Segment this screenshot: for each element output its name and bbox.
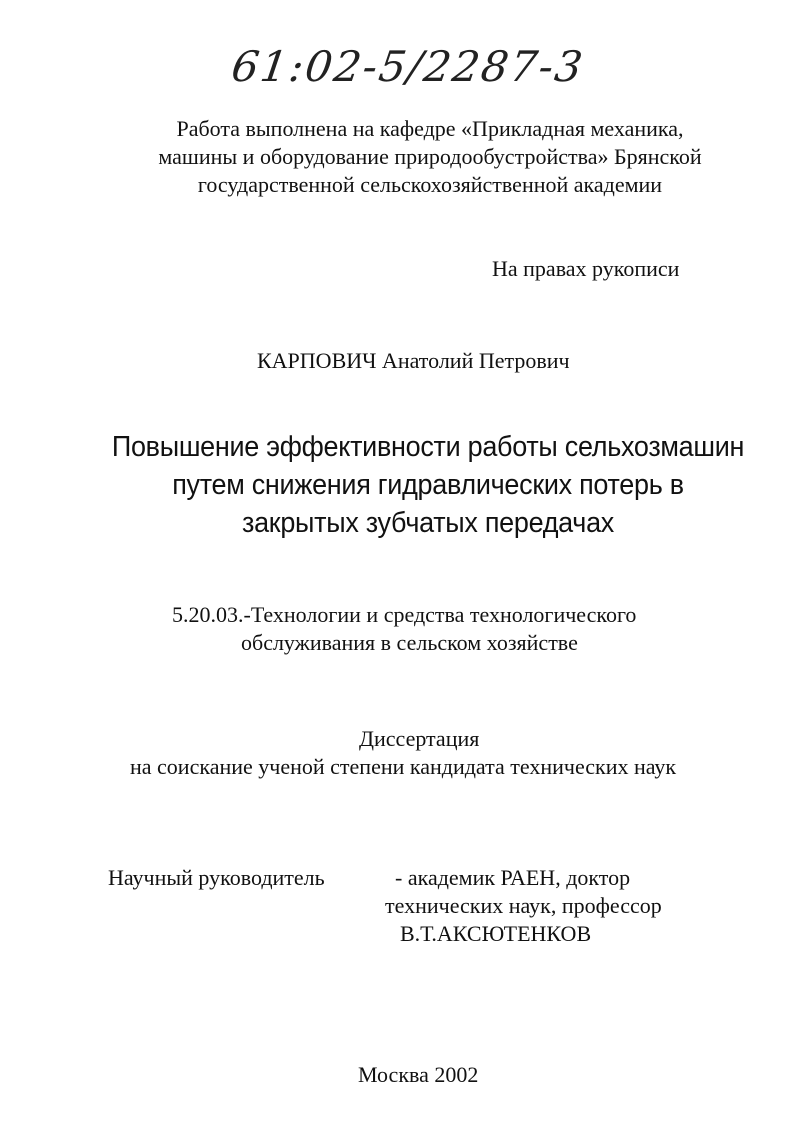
place-year: Москва 2002	[358, 1062, 479, 1087]
specialty-line: 5.20.03.-Технологии и средства технологического	[172, 602, 637, 627]
degree-line: Диссертация	[359, 726, 480, 751]
handwritten-code: 61:02-5/2287-3	[228, 42, 588, 91]
supervisor-name: В.Т.АКСЮТЕНКОВ	[400, 921, 592, 946]
institution-line: государственной сельскохозяйственной академии	[197, 172, 663, 197]
supervisor-label: Научный руководитель	[108, 865, 325, 890]
title-line: Повышение эффективности работы сельхозмашин	[111, 431, 745, 463]
degree-line: на соискание ученой степени кандидата технических наук	[130, 754, 677, 779]
rights-note: На правах рукописи	[492, 256, 680, 281]
institution-line: машины и оборудование природообустройства» Брянской	[158, 144, 702, 169]
title-line: закрытых зубчатых передачах	[242, 507, 614, 539]
title-line: путем снижения гидравлических потерь в	[172, 469, 684, 501]
supervisor-line: - академик РАЕН, доктор	[395, 865, 631, 890]
author-name: КАРПОВИЧ Анатолий Петрович	[257, 348, 570, 373]
specialty-line: обслуживания в сельском хозяйстве	[241, 630, 578, 655]
supervisor-line: технических наук, профессор	[385, 893, 662, 918]
institution-line: Работа выполнена на кафедре «Прикладная механика,	[176, 116, 684, 141]
